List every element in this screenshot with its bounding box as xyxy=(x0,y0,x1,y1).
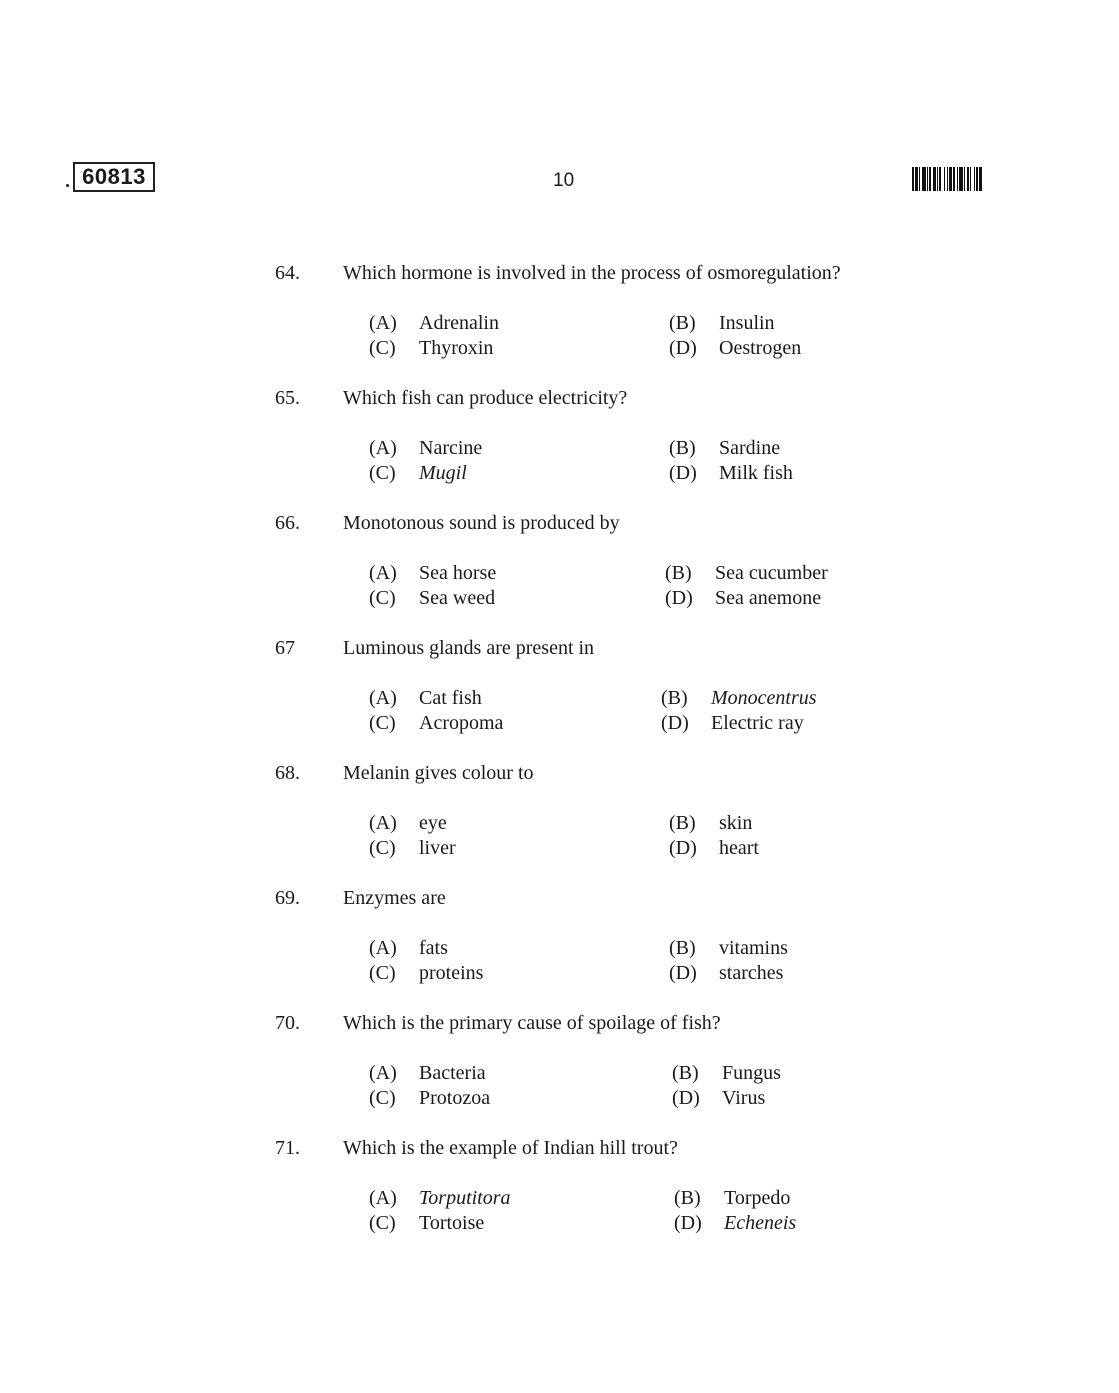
answer-option xyxy=(369,312,499,335)
question-text: Which is the example of Indian hill trout? xyxy=(343,1137,678,1159)
option-text: Acropoma xyxy=(419,712,504,734)
option-label: (D) xyxy=(669,962,697,984)
option-text: vitamins xyxy=(719,937,788,959)
option-label: (C) xyxy=(369,587,396,609)
option-label: (A) xyxy=(369,1187,397,1209)
option-text: skin xyxy=(719,812,753,834)
question-number: 64. xyxy=(275,262,300,284)
option-text: Adrenalin xyxy=(419,312,499,334)
option-label: (C) xyxy=(369,337,396,359)
option-label: (B) xyxy=(669,312,696,334)
answer-option xyxy=(369,837,456,860)
question-text: Which is the primary cause of spoilage of fish? xyxy=(343,1012,721,1034)
option-text: Sardine xyxy=(719,437,781,459)
answer-option xyxy=(665,562,828,585)
header-dot xyxy=(66,184,69,187)
answer-option xyxy=(669,462,793,485)
option-text: eye xyxy=(419,812,447,834)
barcode-bar xyxy=(982,167,984,191)
option-label: (C) xyxy=(369,1212,396,1234)
option-text: Virus xyxy=(722,1087,766,1109)
answer-option xyxy=(674,1187,790,1210)
question-number: 70. xyxy=(275,1012,300,1034)
barcode-icon xyxy=(912,167,1046,191)
question-number: 65. xyxy=(275,387,300,409)
answer-option xyxy=(369,962,483,985)
answer-option xyxy=(369,687,482,710)
option-text: Oestrogen xyxy=(719,337,802,359)
option-text: Bacteria xyxy=(419,1062,486,1084)
option-label: (B) xyxy=(661,687,688,709)
answer-option xyxy=(669,337,801,360)
option-label: (D) xyxy=(674,1212,702,1234)
question-text: Which fish can produce electricity? xyxy=(343,387,628,409)
option-label: (C) xyxy=(369,1087,396,1109)
option-label: (C) xyxy=(369,712,396,734)
option-label: (D) xyxy=(669,337,697,359)
question-text: Enzymes are xyxy=(343,887,446,909)
option-label: (D) xyxy=(665,587,693,609)
answer-option xyxy=(369,1062,486,1085)
answer-option xyxy=(369,812,447,835)
option-text: heart xyxy=(719,837,759,859)
option-label: (A) xyxy=(369,937,397,959)
option-label: (D) xyxy=(669,462,697,484)
answer-option xyxy=(369,1212,484,1235)
option-text: Cat fish xyxy=(419,687,482,709)
option-label: (D) xyxy=(669,837,697,859)
answer-option xyxy=(672,1062,781,1085)
option-label: (B) xyxy=(669,937,696,959)
question-number: 69. xyxy=(275,887,300,909)
answer-option xyxy=(369,937,448,960)
option-label: (B) xyxy=(672,1062,699,1084)
option-text: Protozoa xyxy=(419,1087,491,1109)
option-text: Torpedo xyxy=(724,1187,791,1209)
option-label: (B) xyxy=(669,812,696,834)
option-text: proteins xyxy=(419,962,484,984)
question-text: Luminous glands are present in xyxy=(343,637,595,659)
question-text: Melanin gives colour to xyxy=(343,762,534,784)
page-number: 10 xyxy=(553,170,575,191)
option-text: liver xyxy=(419,837,456,859)
answer-option xyxy=(369,1087,490,1110)
option-text: Sea weed xyxy=(419,587,496,609)
option-text: Sea anemone xyxy=(715,587,822,609)
answer-option xyxy=(661,687,817,710)
question-text: Monotonous sound is produced by xyxy=(343,512,620,534)
question-number: 67 xyxy=(275,637,295,659)
answer-option xyxy=(369,712,503,735)
option-text: Mugil xyxy=(419,462,467,484)
option-text: Electric ray xyxy=(711,712,804,734)
option-label: (A) xyxy=(369,437,397,459)
option-label: (B) xyxy=(674,1187,701,1209)
question-number: 71. xyxy=(275,1137,300,1159)
question-number: 68. xyxy=(275,762,300,784)
answer-option xyxy=(369,562,496,585)
answer-option xyxy=(369,462,467,485)
option-text: Milk fish xyxy=(719,462,793,484)
answer-option xyxy=(369,587,495,610)
option-text: Tortoise xyxy=(419,1212,485,1234)
option-text: Thyroxin xyxy=(419,337,494,359)
answer-option xyxy=(369,1187,511,1210)
answer-option xyxy=(369,337,493,360)
option-label: (D) xyxy=(672,1087,700,1109)
option-label: (C) xyxy=(369,962,396,984)
option-text: Monocentrus xyxy=(711,687,817,709)
option-label: (D) xyxy=(661,712,689,734)
question-text: Which hormone is involved in the process of osmoregulation? xyxy=(343,262,841,284)
option-text: Fungus xyxy=(722,1062,781,1084)
answer-option xyxy=(669,312,775,335)
question-paper-code: 60813 xyxy=(73,162,155,192)
answer-option xyxy=(669,812,752,835)
answer-option xyxy=(665,587,821,610)
answer-option xyxy=(661,712,804,735)
option-label: (A) xyxy=(369,687,397,709)
question-number: 66. xyxy=(275,512,300,534)
option-label: (A) xyxy=(369,1062,397,1084)
option-text: Sea cucumber xyxy=(715,562,828,584)
option-text: Echeneis xyxy=(724,1212,797,1234)
option-label: (A) xyxy=(369,562,397,584)
option-label: (C) xyxy=(369,837,396,859)
option-label: (A) xyxy=(369,312,397,334)
option-text: Insulin xyxy=(719,312,775,334)
option-text: starches xyxy=(719,962,784,984)
option-text: Torputitora xyxy=(419,1187,511,1209)
answer-option xyxy=(669,437,780,460)
answer-option xyxy=(369,437,482,460)
option-label: (C) xyxy=(369,462,396,484)
option-label: (A) xyxy=(369,812,397,834)
answer-option xyxy=(669,937,788,960)
answer-option xyxy=(674,1212,796,1235)
option-label: (B) xyxy=(665,562,692,584)
answer-option xyxy=(669,962,783,985)
answer-option xyxy=(669,837,759,860)
option-label: (B) xyxy=(669,437,696,459)
option-text: Narcine xyxy=(419,437,483,459)
option-text: Sea horse xyxy=(419,562,497,584)
option-text: fats xyxy=(419,937,448,959)
answer-option xyxy=(672,1087,765,1110)
